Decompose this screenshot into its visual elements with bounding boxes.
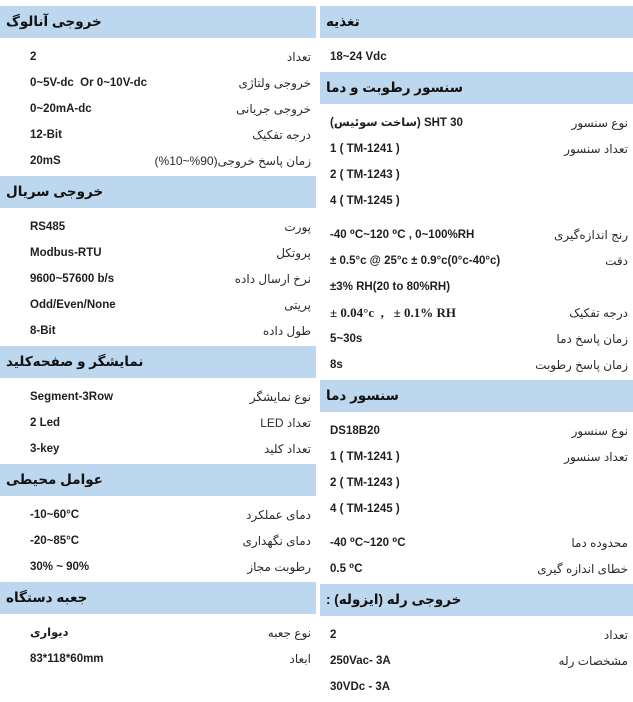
- spec-row: [316, 326, 633, 352]
- spec-row: [316, 444, 633, 522]
- spec-row: [0, 384, 316, 410]
- spec-value: RS485: [30, 221, 66, 233]
- spec-row: [316, 622, 633, 648]
- spec-value-cell: [0, 384, 250, 410]
- spec-label: درجه تفکیک: [252, 128, 311, 142]
- section-header-environmental: عوامل محیطی: [0, 464, 316, 496]
- section-power-supply: [316, 6, 633, 70]
- spec-value: 18~24 Vdc: [330, 51, 387, 63]
- spec-value-cell: [316, 326, 556, 352]
- spec-label: تعداد سنسور: [564, 142, 628, 156]
- spec-value-cell: [0, 96, 236, 122]
- spec-row: [0, 214, 316, 240]
- spec-value: 30VDc - 3A: [330, 681, 391, 693]
- section-serial-output: [0, 176, 316, 344]
- section-header-display-keypad: نمایشگر و صفحه‌کلید: [0, 346, 316, 378]
- spec-value: DS18B20: [330, 425, 380, 437]
- spec-label: دمای عملکرد: [246, 508, 311, 522]
- section-enclosure: [0, 582, 316, 672]
- spec-value-cell: [0, 214, 284, 240]
- spec-label: طول داده: [262, 324, 311, 338]
- spec-value: 2: [330, 629, 337, 641]
- spec-label: تعداد: [286, 50, 311, 64]
- spec-row: [0, 148, 316, 174]
- spec-value: 0.5 ⁰C: [330, 563, 363, 575]
- spec-column-left: [0, 4, 316, 672]
- spec-label: دقت: [605, 254, 628, 268]
- spec-value: 4 ( TM-1245 ): [330, 195, 400, 207]
- spec-label: نوع سنسور: [571, 116, 628, 130]
- spec-value: 2 ( TM-1243 ): [330, 169, 400, 181]
- spec-label: خطای اندازه گیری: [537, 562, 628, 576]
- section-header-relay-output: خروجی رله (ایزوله) :: [320, 584, 633, 616]
- spec-label: ابعاد: [289, 652, 311, 666]
- spec-value: ±3% RH(20 to 80%RH): [330, 281, 451, 293]
- spec-value-cell: [0, 122, 252, 148]
- spec-value-cell: [0, 620, 268, 646]
- spec-label: خروجی جریانی: [236, 102, 311, 116]
- spec-value: 12-Bit: [30, 129, 62, 141]
- section-analog-output: [0, 6, 316, 174]
- spec-value: SHT 30 (ساخت سوئیس): [330, 117, 463, 129]
- spec-value-cell: [0, 240, 276, 266]
- spec-value: Modbus-RTU: [30, 247, 102, 259]
- spec-row: [0, 436, 316, 462]
- spec-value-cell: [316, 44, 628, 70]
- spec-label: نرخ ارسال داده: [234, 272, 311, 286]
- spec-value-cell: [316, 300, 569, 326]
- spec-label: پریتی: [284, 298, 311, 312]
- section-temp-sensor: [316, 380, 633, 582]
- spec-value-cell: [0, 436, 264, 462]
- spec-value-cell: [316, 622, 604, 648]
- spec-value: Odd/Even/None: [30, 299, 116, 311]
- section-relay-output: [316, 584, 633, 700]
- spec-value: 2 ( TM-1243 ): [330, 477, 400, 489]
- spec-label: خروجی ولتاژی: [238, 76, 311, 90]
- section-header-humidity-temp-sensor: سنسور رطوبت و دما: [320, 72, 633, 104]
- spec-label: [628, 44, 633, 70]
- spec-row: [0, 96, 316, 122]
- spec-row: [0, 122, 316, 148]
- spec-column-right: [316, 4, 633, 700]
- spec-value: -10~60°C: [30, 509, 80, 521]
- spec-value-cell: [316, 530, 571, 556]
- spec-row: [0, 44, 316, 70]
- spec-value-cell: [0, 318, 263, 344]
- spec-value: دیواری: [30, 627, 69, 639]
- spec-row: [0, 292, 316, 318]
- spec-label: تعداد کلید: [263, 442, 311, 456]
- spec-value: 20mS: [30, 155, 61, 167]
- spec-value-cell: [316, 222, 554, 248]
- spec-row: [316, 222, 633, 248]
- spec-value-cell: [316, 648, 559, 700]
- spec-row: [0, 70, 316, 96]
- spec-value-cell: [0, 44, 287, 70]
- spec-value: -40 ⁰C~120 ⁰C: [330, 537, 406, 549]
- spec-label: زمان پاسخ خروجی(90%~10%): [154, 154, 311, 168]
- section-header-power-supply: تغذیه: [320, 6, 633, 38]
- spec-label: زمان پاسخ دما: [556, 332, 628, 346]
- spec-label: مشخصات رله: [558, 654, 628, 668]
- spec-value-cell: [0, 292, 284, 318]
- spec-row: [0, 240, 316, 266]
- spec-value: 5~30s: [330, 333, 363, 345]
- spec-row: [0, 554, 316, 580]
- section-header-temp-sensor: سنسور دما: [320, 380, 633, 412]
- spec-value-cell: [316, 248, 605, 300]
- spec-value-cell: [0, 554, 247, 580]
- spec-value-cell: [316, 352, 535, 378]
- spec-value: 30% ~ 90%: [30, 561, 90, 573]
- spec-value-cell: [0, 646, 290, 672]
- spec-row: [0, 528, 316, 554]
- spec-row: [316, 352, 633, 378]
- spec-row: [316, 110, 633, 136]
- spec-value-cell: [316, 418, 572, 444]
- section-header-serial-output: خروجی سریال: [0, 176, 316, 208]
- spec-value-cell: [0, 528, 243, 554]
- spec-value: 0~5V-dc Or 0~10V-dc: [30, 77, 147, 89]
- spec-row: [316, 136, 633, 214]
- spec-label: رطوبت مجاز: [247, 560, 311, 574]
- spec-value: 0~20mA-dc: [30, 103, 92, 115]
- spec-row: [0, 502, 316, 528]
- spec-label: نوع جعبه: [267, 626, 311, 640]
- spec-value-cell: [0, 148, 155, 174]
- spec-value: 4 ( TM-1245 ): [330, 503, 400, 515]
- section-header-enclosure: جعبه دستگاه: [0, 582, 316, 614]
- spec-value-cell: [0, 70, 238, 96]
- spec-value-cell: [316, 110, 572, 136]
- spec-value: ± 0.04°c , ± 0.1% RH: [330, 305, 456, 320]
- spec-value: Segment-3Row: [30, 391, 114, 403]
- spec-value: -20~85°C: [30, 535, 80, 547]
- section-environmental: [0, 464, 316, 580]
- section-header-analog-output: خروجی آنالوگ: [0, 6, 316, 38]
- spec-label: دمای نگهداری: [242, 534, 311, 548]
- spec-row: [0, 620, 316, 646]
- spec-label: پروتکل: [276, 246, 311, 260]
- spec-row: [316, 300, 633, 326]
- spec-row: [0, 410, 316, 436]
- spec-label: رنج اندازه‌گیری: [554, 228, 628, 242]
- spec-label: پورت: [284, 220, 311, 234]
- spec-value: ± 0.5°c @ 25°c ± 0.9°c(0°c-40°c): [330, 255, 501, 267]
- spec-label: نوع نمایشگر: [249, 390, 311, 404]
- spec-value: 2 Led: [30, 417, 61, 429]
- spec-row: [316, 648, 633, 700]
- spec-label: تعداد LED: [260, 416, 311, 430]
- spec-label: نوع سنسور: [571, 424, 628, 438]
- spec-value-cell: [0, 410, 260, 436]
- spec-value: 8-Bit: [30, 325, 56, 337]
- spec-label: تعداد: [603, 628, 628, 642]
- section-humidity-temp-sensor: [316, 72, 633, 378]
- spec-row: [316, 44, 633, 70]
- spec-value-cell: [0, 502, 246, 528]
- spec-value: 83*118*60mm: [30, 653, 104, 665]
- spec-row: [0, 266, 316, 292]
- spec-row: [316, 556, 633, 582]
- spec-value: 8s: [330, 359, 343, 371]
- spec-label: تعداد سنسور: [564, 450, 628, 464]
- spec-row: [0, 646, 316, 672]
- spec-value: 3-key: [30, 443, 60, 455]
- spec-label: زمان پاسخ رطوبت: [535, 358, 628, 372]
- spec-label: محدوده دما: [571, 536, 628, 550]
- spec-value-cell: [316, 556, 537, 582]
- spec-value: 9600~57600 b/s: [30, 273, 115, 285]
- spec-row: [316, 248, 633, 300]
- spec-row: [316, 530, 633, 556]
- spec-label: درجه تفکیک: [569, 306, 628, 320]
- spec-value: 2: [30, 51, 37, 63]
- spec-row: [0, 318, 316, 344]
- spec-value: 1 ( TM-1241 ): [330, 143, 400, 155]
- spec-value-cell: [316, 136, 564, 214]
- spec-value-cell: [0, 266, 235, 292]
- spec-value: -40 ⁰C~120 ⁰C , 0~100%RH: [330, 229, 475, 241]
- section-display-keypad: [0, 346, 316, 462]
- spec-value-cell: [316, 444, 564, 522]
- spec-value: 1 ( TM-1241 ): [330, 451, 400, 463]
- spec-value: 250Vac- 3A: [330, 655, 391, 667]
- spec-row: [316, 418, 633, 444]
